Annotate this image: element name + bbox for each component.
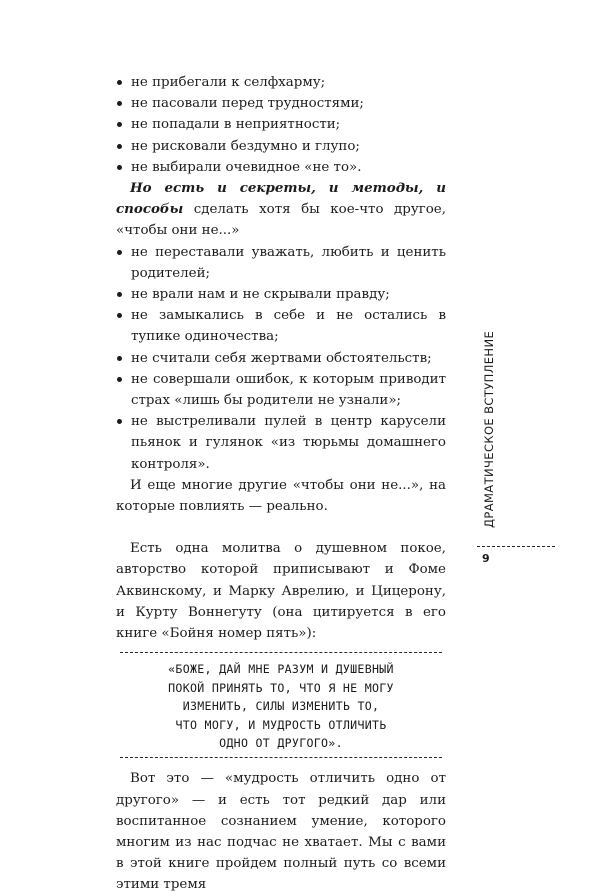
chapter-title: ДРАМАТИЧЕСКОЕ ВСТУПЛЕНИЕ (482, 330, 496, 528)
list-item: не совершали ошибок, к которым приводит страх «лишь бы родители не узнали»; (116, 369, 446, 411)
list-item: не замыкались в себе и не остались в тупике одиночества; (116, 305, 446, 347)
quote-line: ЧТО МОГУ, И МУДРОСТЬ ОТЛИЧИТЬ (175, 717, 387, 732)
quote-line: ОДНО ОТ ДРУГОГО». (219, 735, 343, 750)
bullet-icon (117, 144, 122, 149)
list-item: не переставали уважать, любить и ценить родителей; (116, 242, 446, 284)
bullet-icon (117, 101, 122, 106)
bullet-icon (117, 250, 122, 255)
paragraph-others: И еще многие другие «чтобы они не...», на которые повлиять — реально. (116, 477, 446, 515)
list-item: не врали нам и не скрывали правду; (116, 284, 446, 305)
bullet-icon (117, 356, 122, 361)
quote-line: ПОКОЙ ПРИНЯТЬ ТО, ЧТО Я НЕ МОГУ (168, 680, 394, 695)
spacer (116, 517, 446, 538)
bullet-list-2 (116, 242, 446, 475)
list-item: не прибегали к селфхарму; (116, 72, 446, 93)
bullet-list-1 (116, 72, 446, 178)
bullet-icon (117, 292, 122, 297)
page-number-rule (477, 546, 555, 547)
bullet-icon (117, 377, 122, 382)
bullet-icon (117, 165, 122, 170)
list-item: не считали себя жертвами обстоятельств; (116, 348, 446, 369)
quote-line: ИЗМЕНИТЬ, СИЛЫ ИЗМЕНИТЬ ТО, (182, 699, 380, 714)
list-item: не попадали в неприятности; (116, 114, 446, 135)
bullet-icon (117, 419, 122, 424)
paragraph-wisdom: Вот это — «мудрость отличить одно от другого» — и есть тот редкий дар или воспитанное сознанием умение, которого многим из нас подчас не хватает. Мы с вами в этой книге пройдем полный путь со всеми этими тремя (116, 771, 446, 893)
bullet-icon (117, 80, 122, 85)
page-number: 9 (482, 552, 490, 565)
list-item: не пасовали перед трудностями; (116, 93, 446, 114)
list-item: не рисковали бездумно и глупо; (116, 136, 446, 157)
bullet-icon (117, 122, 122, 127)
paragraph-prayer-intro: Есть одна молитва о душевном покое, авторство которой приписывают и Фоме Аквинскому, и Марку Аврелию, и Цицерону, и Курту Воннегуту (она цитируется в его книге «Бойня номер пять»): (116, 541, 446, 642)
quote-line: «БОЖЕ, ДАЙ МНЕ РАЗУМ И ДУШЕВНЫЙ (168, 662, 394, 677)
list-item: не выбирали очевидное «не то». (116, 157, 446, 178)
emphasis-text: Но есть и секреты, и методы, и способы (116, 180, 446, 218)
list-item: не выстреливали пулей в центр карусели пьянок и гулянок «из тюрьмы домашнего контроля». (116, 411, 446, 475)
bullet-icon (117, 313, 122, 318)
serenity-prayer-quote (116, 653, 446, 757)
page-body (116, 72, 446, 896)
paragraph-methods: Но есть и секреты, и методы, и способы сделать хотя бы кое-что другое, «чтобы они не...» (116, 180, 446, 239)
